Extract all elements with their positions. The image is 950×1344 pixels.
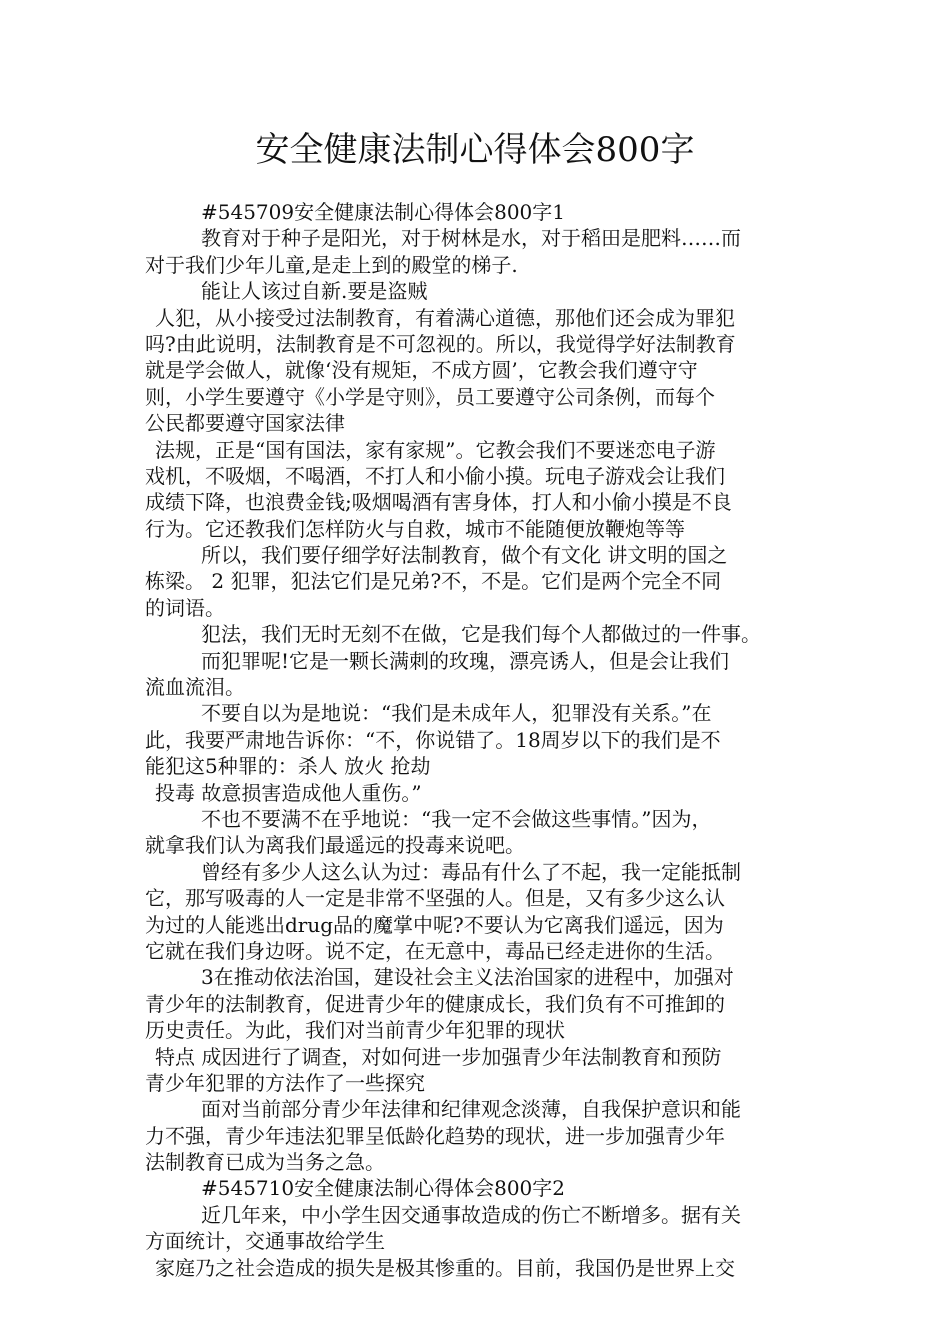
text-line: 犯法，我们无时无刻不在做，它是我们每个人都做过的一件事。 bbox=[201, 622, 761, 647]
text-line: 人犯，从小接受过法制教育，有着满心道德，那他们还会成为罪犯 bbox=[155, 305, 735, 330]
text-line: 3在推动依法治国，建设社会主义法治国家的进程中，加强对 bbox=[201, 965, 734, 990]
text-line: 法规，正是“国有国法，家有家规”。它教会我们不要迷恋电子游 bbox=[155, 437, 716, 462]
text-line: #545709安全健康法制心得体会800字1 bbox=[201, 200, 566, 224]
document-title: 安全健康法制心得体会800字 bbox=[255, 130, 695, 170]
text-line: 对于我们少年儿童,是走上到的殿堂的梯子. bbox=[145, 252, 518, 277]
text-line: 投毒 故意损害造成他人重伤。” bbox=[155, 780, 422, 805]
text-line: 栋梁。 2 犯罪，犯法它们是兄弟?不，不是。它们是两个完全不同 bbox=[145, 569, 722, 594]
text-line: 公民都要遵守国家法律 bbox=[145, 411, 345, 436]
text-line: 则，小学生要遵守《小学是守则》，员工要遵守公司条例，而每个 bbox=[145, 384, 715, 409]
text-line: 历史责任。为此，我们对当前青少年犯罪的现状 bbox=[145, 1018, 565, 1043]
text-line: 就是学会做人，就像‘没有规矩，不成方圆’，它教会我们遵守守 bbox=[145, 358, 698, 383]
text-line: 教育对于种子是阳光，对于树林是水，对于稻田是肥料……而 bbox=[201, 226, 741, 251]
text-line: 所以，我们要仔细学好法制教育，做个有文化 讲文明的国之 bbox=[201, 543, 728, 568]
text-line: 为过的人能逃出drug品的魔掌中呢?不要认为它离我们遥远，因为 bbox=[145, 912, 724, 937]
text-line: 它就在我们身边呀。说不定，在无意中，毒品已经走进你的生活。 bbox=[145, 938, 725, 963]
text-line: 青少年犯罪的方法作了一些探究 bbox=[145, 1070, 425, 1095]
text-line: 成绩下降，也浪费金钱;吸烟喝酒有害身体，打人和小偷小摸是不良 bbox=[145, 490, 732, 515]
text-line: 法制教育已成为当务之急。 bbox=[145, 1150, 385, 1175]
text-line: 青少年的法制教育，促进青少年的健康成长，我们负有不可推卸的 bbox=[145, 991, 725, 1016]
text-line: 行为。它还教我们怎样防火与自救，城市不能随便放鞭炮等等 bbox=[145, 516, 685, 541]
text-line: 能让人该过自新.要是盗贼 bbox=[201, 279, 428, 304]
text-line: 戏机，不吸烟，不喝酒，不打人和小偷小摸。玩电子游戏会让我们 bbox=[145, 463, 725, 488]
text-line: 而犯罪呢!它是一颗长满刺的玫瑰，漂亮诱人，但是会让我们 bbox=[201, 648, 730, 673]
text-line: 流血流泪。 bbox=[145, 675, 245, 700]
text-line: 能犯这5种罪的：杀人 放火 抢劫 bbox=[145, 754, 431, 779]
text-line: 吗?由此说明，法制教育是不可忽视的。所以，我觉得学好法制教育 bbox=[145, 331, 736, 356]
document-body bbox=[145, 199, 810, 1281]
text-line: 此，我要严肃地告诉你：“不，你说错了。18周岁以下的我们是不 bbox=[145, 727, 721, 752]
text-line: 就拿我们认为离我们最遥远的投毒来说吧。 bbox=[145, 833, 525, 858]
text-line: 家庭乃之社会造成的损失是极其惨重的。目前，我国仍是世界上交 bbox=[155, 1255, 735, 1280]
text-line: 面对当前部分青少年法律和纪律观念淡薄，自我保护意识和能 bbox=[201, 1097, 741, 1122]
text-line: 它，那写吸毒的人一定是非常不坚强的人。但是，又有多少这么认 bbox=[145, 886, 725, 911]
text-line: #545710安全健康法制心得体会800字2 bbox=[201, 1176, 566, 1201]
text-line: 近几年来，中小学生因交通事故造成的伤亡不断增多。据有关 bbox=[201, 1202, 741, 1227]
text-line: 的词语。 bbox=[145, 595, 225, 620]
text-line: 不也不要满不在乎地说：“我一定不会做这些事情。”因为， bbox=[201, 806, 712, 831]
text-line: 不要自以为是地说：“我们是未成年人，犯罪没有关系。”在 bbox=[201, 701, 712, 726]
text-line: 方面统计，交通事故给学生 bbox=[145, 1229, 385, 1254]
text-line: 力不强，青少年违法犯罪呈低龄化趋势的现状，进一步加强青少年 bbox=[145, 1123, 725, 1148]
text-line: 曾经有多少人这么认为过：毒品有什么了不起，我一定能抵制 bbox=[201, 859, 741, 884]
text-line: 特点 成因进行了调查，对如何进一步加强青少年法制教育和预防 bbox=[155, 1044, 722, 1069]
